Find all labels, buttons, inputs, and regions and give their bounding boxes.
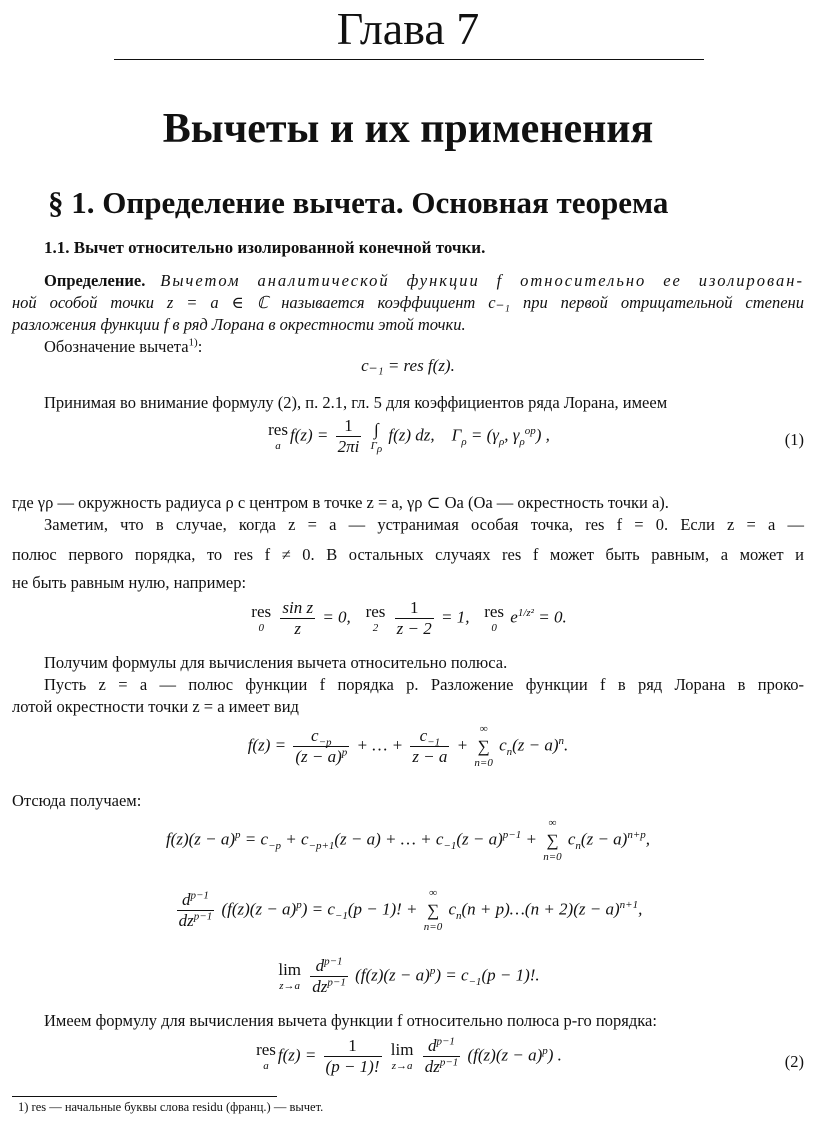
chapter-heading: Глава 7 bbox=[336, 3, 480, 54]
definition-text-1: Вычетом аналитической функции f относительно ее изолирован- bbox=[160, 271, 804, 290]
notation-text: Обозначение вычета bbox=[44, 337, 189, 356]
example-value-1: = 0, bbox=[322, 607, 351, 627]
definition-line-1 bbox=[44, 270, 804, 292]
equation-2: res a f(z) = $\frac{1}{(p - 1)!}$ lim z→a $\frac{d^{p-1}}{dz^{p-1}}$ $(f(z)(z - a)^p)$ . bbox=[256, 1035, 562, 1076]
definition-line-2: ной особой точки z = a ∈ ℂ называется коэффициент c₋₁ при первой отрицательной степени bbox=[12, 293, 804, 312]
pole-line-1: Пусть z = a — полюс функции f порядка p. Разложение функции f в ряд Лорана в проко- bbox=[44, 675, 804, 694]
notation-line: Обозначение вычета$^{1)}$: bbox=[44, 336, 203, 356]
equation-2-number: (2) bbox=[784, 1052, 804, 1071]
examples-formula: res 0 $\frac{\text{sin z}}{z}$ = 0, res 2 $\frac{1}{z - 2}$ = 1, res 0 $e^{1/z^2} = 0$. bbox=[251, 598, 567, 638]
formula-intro: Имеем формулу для вычисления вычета функции f относительно полюса p-го порядка: bbox=[44, 1011, 657, 1030]
definition-label: Определение. bbox=[44, 271, 146, 290]
footnote-mark: 1) bbox=[188, 336, 198, 349]
chapter-rule bbox=[114, 59, 704, 60]
derivative-expansion: $\frac{d^{p-1}}{dz^{p-1}}$ $(f(z)(z - a)^p) = c_{-1}(p - 1)$! + ∞ ∑ n=0 $c_n(n$ + p)…(n + $2)(z - a)^{n+1}$, bbox=[178, 887, 643, 933]
example-value-2: = 1, bbox=[440, 607, 470, 627]
equation-1: res a f(z) = $\frac{1}{2\pi i}$ ∫ $\Gamma_\rho$ f(z) dz, $\Gamma_\rho = (\gamma_\rho$, $\gamma_\rho^{op}$) , bbox=[268, 416, 550, 456]
remark-line-3: не быть равным нулю, например: bbox=[12, 573, 247, 592]
chapter-title: Вычеты и их применения bbox=[162, 106, 654, 152]
example-value-3: = 0. bbox=[538, 607, 567, 627]
remark-line-1: Заметим, что в случае, когда z = a — устранимая особая точка, res f = 0. Если z = a — bbox=[44, 515, 804, 534]
section-heading: § 1. Определение вычета. Основная теорема bbox=[48, 185, 669, 220]
product-expansion: $f(z)(z - a)^p = c_{-p} + c_{-p+1}(z - a)$ + … + $c_{-1}(z - a)^{p-1}$ + ∞ ∑ n=0 $c_n(z - a)^{n+p}$, bbox=[165, 817, 651, 863]
laurent-paragraph: Принимая во внимание формулу (2), п. 2.1, гл. 5 для коэффициентов ряда Лорана, имеем bbox=[44, 393, 668, 412]
footnote: 1) res — начальные буквы слова residu (франц.) — вычет. bbox=[18, 1100, 324, 1114]
subsection-heading: 1.1. Вычет относительно изолированной конечной точки. bbox=[44, 238, 486, 257]
pole-intro: Получим формулы для вычисления вычета относительно полюса. bbox=[44, 653, 508, 672]
formula-notation: c₋₁ = res f(z). bbox=[361, 356, 455, 375]
limit-formula: lim z→a $\frac{d^{p-1}}{dz^{p-1}}$ $(f(z)(z - a)^p) = c_{-1}(p - 1)$!. bbox=[278, 955, 540, 996]
definition-line-3: разложения функции f в ряд Лорана в окрестности этой точки. bbox=[12, 315, 466, 334]
equation-1-number: (1) bbox=[784, 430, 804, 449]
laurent-expansion: f(z) = $\frac{c_{-p}}{(z - a)^p}$ + … + $\frac{c_{-1}}{z - a}$ + ∞ ∑ n=0 $c_n(z - a)^n$. bbox=[247, 723, 569, 769]
pole-line-2: лотой окрестности точки z = a имеет вид bbox=[12, 697, 299, 716]
gamma-paragraph: где γρ — окружность радиуса ρ с центром в точке z = a, γρ ⊂ Oa (Oa — окрестность точки a). bbox=[12, 493, 669, 512]
remark-line-2: полюс первого порядка, то res f ≠ 0. В остальных случаях res f может быть равным, а может и bbox=[12, 545, 804, 564]
hence-text: Отсюда получаем: bbox=[12, 791, 142, 810]
footnote-rule bbox=[12, 1096, 277, 1097]
